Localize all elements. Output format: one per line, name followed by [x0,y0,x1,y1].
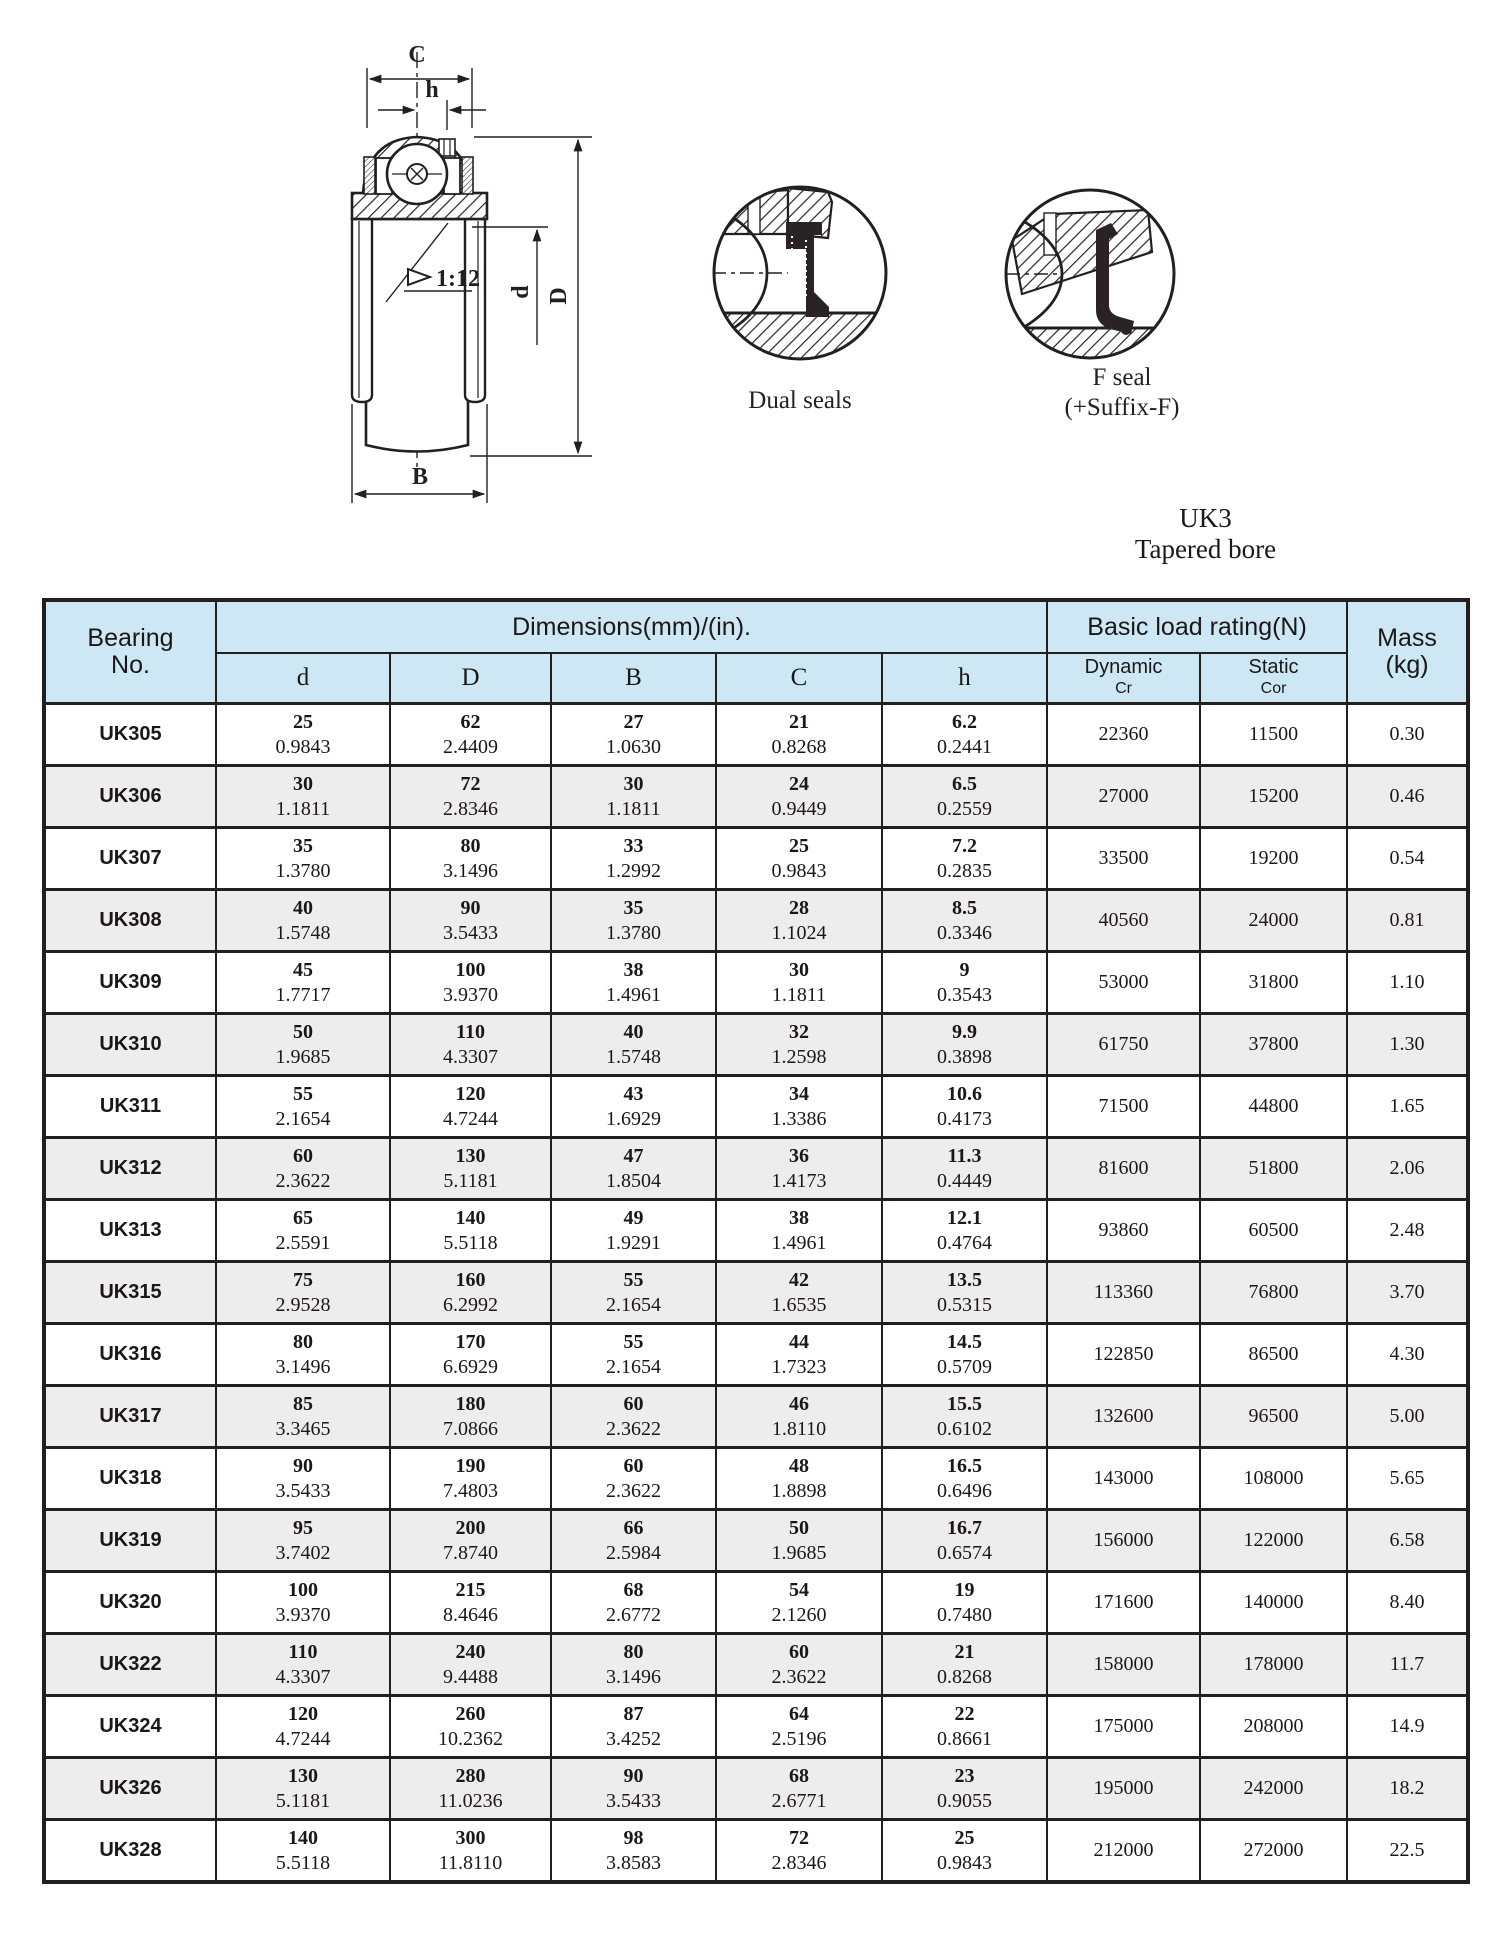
detail2-caption-line2: (+Suffix-F) [1064,394,1180,421]
col-header-B: B [551,653,716,704]
cell-dim-d: 95 3.7402 [216,1510,390,1572]
cell-dim-h: 16.5 0.6496 [882,1448,1047,1510]
cell-dim-h: 25 0.9843 [882,1820,1047,1883]
dim-label-C: C [408,42,426,68]
cell-dim-d: 120 4.7244 [216,1696,390,1758]
cell-dynamic-cr: 132600 [1047,1386,1200,1448]
cell-dim-B: 49 1.9291 [551,1200,716,1262]
cell-mass: 1.30 [1347,1014,1468,1076]
table-row [44,1758,1468,1820]
cell-bearing-no: UK328 [44,1820,216,1883]
cell-dim-C: 44 1.7323 [716,1324,882,1386]
col-header-bearing-no [44,600,216,704]
cell-dim-D: 130 5.1181 [390,1138,551,1200]
cell-dim-B: 68 2.6772 [551,1572,716,1634]
table-row [44,1076,1468,1138]
table-row [44,1820,1468,1883]
bearing-header-line1: Bearing [87,624,174,652]
cell-static-cor: 208000 [1200,1696,1347,1758]
cell-dim-B: 66 2.5984 [551,1510,716,1572]
cell-dim-d: 90 3.5433 [216,1448,390,1510]
cell-dim-d: 35 1.3780 [216,828,390,890]
cell-bearing-no: UK313 [44,1200,216,1262]
cell-dim-D: 260 10.2362 [390,1696,551,1758]
cell-mass: 11.7 [1347,1634,1468,1696]
table-row [44,1014,1468,1076]
cell-dim-d: 45 1.7717 [216,952,390,1014]
table-row [44,1324,1468,1386]
cell-dim-C: 48 1.8898 [716,1448,882,1510]
cell-dim-d: 60 2.3622 [216,1138,390,1200]
cell-dim-d: 85 3.3465 [216,1386,390,1448]
cell-dim-h: 14.5 0.5709 [882,1324,1047,1386]
cell-dim-h: 9.9 0.3898 [882,1014,1047,1076]
detail1-caption: Dual seals [748,387,852,414]
col-header-dynamic-cr [1047,653,1200,704]
cell-dim-h: 13.5 0.5315 [882,1262,1047,1324]
col-header-load-rating: Basic load rating(N) [1047,600,1347,653]
cell-bearing-no: UK310 [44,1014,216,1076]
detail-f-seal [1006,190,1176,378]
table-row [44,1634,1468,1696]
cell-dim-d: 130 5.1181 [216,1758,390,1820]
table-row [44,1262,1468,1324]
cell-dim-D: 100 3.9370 [390,952,551,1014]
cell-bearing-no: UK308 [44,890,216,952]
col-header-dimensions: Dimensions(mm)/(in). [216,600,1047,653]
cell-bearing-no: UK316 [44,1324,216,1386]
cell-dim-h: 7.2 0.2835 [882,828,1047,890]
cell-dynamic-cr: 71500 [1047,1076,1200,1138]
cell-dynamic-cr: 122850 [1047,1324,1200,1386]
cell-mass: 1.10 [1347,952,1468,1014]
dynamic-sub-label: Cr [1115,680,1132,697]
main-view [352,52,487,478]
seal-strip-right [462,157,473,194]
cell-static-cor: 60500 [1200,1200,1347,1262]
cell-mass: 8.40 [1347,1572,1468,1634]
cell-dynamic-cr: 195000 [1047,1758,1200,1820]
cell-static-cor: 24000 [1200,890,1347,952]
cell-dim-d: 140 5.5118 [216,1820,390,1883]
dim-label-d: d [508,285,534,299]
cell-bearing-no: UK315 [44,1262,216,1324]
dim-label-B: B [411,464,429,490]
cell-bearing-no: UK311 [44,1076,216,1138]
cell-dim-D: 200 7.8740 [390,1510,551,1572]
cell-dynamic-cr: 61750 [1047,1014,1200,1076]
cell-static-cor: 11500 [1200,704,1347,766]
cell-dim-C: 32 1.2598 [716,1014,882,1076]
table-row [44,704,1468,766]
cell-dim-C: 34 1.3386 [716,1076,882,1138]
cell-static-cor: 76800 [1200,1262,1347,1324]
cell-dim-h: 9 0.3543 [882,952,1047,1014]
cell-dim-h: 16.7 0.6574 [882,1510,1047,1572]
cell-mass: 4.30 [1347,1324,1468,1386]
cell-dim-C: 72 2.8346 [716,1820,882,1883]
cell-mass: 0.30 [1347,704,1468,766]
cell-static-cor: 122000 [1200,1510,1347,1572]
cell-dim-B: 30 1.1811 [551,766,716,828]
cell-dim-C: 28 1.1024 [716,890,882,952]
cell-dim-d: 40 1.5748 [216,890,390,952]
cell-dim-C: 54 2.1260 [716,1572,882,1634]
cell-dim-d: 55 2.1654 [216,1076,390,1138]
sleeve-cylinder [366,219,468,452]
cell-dim-D: 90 3.5433 [390,890,551,952]
cell-bearing-no: UK305 [44,704,216,766]
cell-bearing-no: UK319 [44,1510,216,1572]
static-sub-label: Cor [1260,680,1287,697]
cell-dim-d: 30 1.1811 [216,766,390,828]
cell-dim-D: 300 11.8110 [390,1820,551,1883]
cell-dynamic-cr: 212000 [1047,1820,1200,1883]
cell-dim-C: 64 2.5196 [716,1696,882,1758]
cell-dim-C: 24 0.9449 [716,766,882,828]
cell-dynamic-cr: 81600 [1047,1138,1200,1200]
detail2-caption-line1: F seal [1092,364,1152,391]
cell-bearing-no: UK320 [44,1572,216,1634]
table-body [44,704,1468,1883]
cell-dim-d: 75 2.9528 [216,1262,390,1324]
cell-dim-D: 240 9.4488 [390,1634,551,1696]
mass-header-line1: Mass [1377,624,1437,652]
cell-dim-d: 25 0.9843 [216,704,390,766]
mass-header-line2: (kg) [1385,651,1429,679]
cell-dim-C: 36 1.4173 [716,1138,882,1200]
cell-dim-C: 50 1.9685 [716,1510,882,1572]
cell-dim-d: 50 1.9685 [216,1014,390,1076]
table-row [44,1572,1468,1634]
table-row [44,828,1468,890]
cell-bearing-no: UK326 [44,1758,216,1820]
cell-dynamic-cr: 175000 [1047,1696,1200,1758]
cell-dynamic-cr: 93860 [1047,1200,1200,1262]
cell-dim-h: 11.3 0.4449 [882,1138,1047,1200]
cell-dim-h: 21 0.8268 [882,1634,1047,1696]
cell-mass: 0.46 [1347,766,1468,828]
cell-dim-D: 62 2.4409 [390,704,551,766]
cell-dim-C: 46 1.8110 [716,1386,882,1448]
cell-dim-D: 190 7.4803 [390,1448,551,1510]
cell-dim-C: 30 1.1811 [716,952,882,1014]
cell-static-cor: 272000 [1200,1820,1347,1883]
cell-dynamic-cr: 33500 [1047,828,1200,890]
cell-dim-D: 160 6.2992 [390,1262,551,1324]
cell-dim-h: 23 0.9055 [882,1758,1047,1820]
cell-mass: 14.9 [1347,1696,1468,1758]
cell-dim-B: 87 3.4252 [551,1696,716,1758]
cell-mass: 22.5 [1347,1820,1468,1883]
cell-dim-D: 120 4.7244 [390,1076,551,1138]
cell-static-cor: 31800 [1200,952,1347,1014]
cell-mass: 6.58 [1347,1510,1468,1572]
cell-dynamic-cr: 158000 [1047,1634,1200,1696]
cell-dim-D: 280 11.0236 [390,1758,551,1820]
cell-bearing-no: UK307 [44,828,216,890]
cell-dim-B: 90 3.5433 [551,1758,716,1820]
series-subtitle: Tapered bore [1134,534,1277,564]
table-row [44,952,1468,1014]
table-row [44,1138,1468,1200]
cell-mass: 18.2 [1347,1758,1468,1820]
col-header-h: h [882,653,1047,704]
sleeve-wall-right [465,219,485,402]
cell-dim-B: 47 1.8504 [551,1138,716,1200]
dim-label-D: D [546,287,572,305]
cell-bearing-no: UK318 [44,1448,216,1510]
col-header-D: D [390,653,551,704]
cell-dim-d: 100 3.9370 [216,1572,390,1634]
cell-static-cor: 44800 [1200,1076,1347,1138]
table-row [44,1386,1468,1448]
cell-static-cor: 15200 [1200,766,1347,828]
cell-static-cor: 37800 [1200,1014,1347,1076]
cell-dim-D: 170 6.6929 [390,1324,551,1386]
cell-dim-h: 12.1 0.4764 [882,1200,1047,1262]
cell-mass: 3.70 [1347,1262,1468,1324]
cell-static-cor: 140000 [1200,1572,1347,1634]
cell-dim-B: 43 1.6929 [551,1076,716,1138]
taper-label: 1:12 [436,266,480,292]
cell-dim-D: 180 7.0866 [390,1386,551,1448]
cell-dim-B: 38 1.4961 [551,952,716,1014]
cell-dim-h: 10.6 0.4173 [882,1076,1047,1138]
cell-dim-C: 38 1.4961 [716,1200,882,1262]
cell-mass: 0.81 [1347,890,1468,952]
cell-static-cor: 108000 [1200,1448,1347,1510]
cell-bearing-no: UK306 [44,766,216,828]
cell-bearing-no: UK309 [44,952,216,1014]
cell-mass: 5.65 [1347,1448,1468,1510]
cell-dynamic-cr: 113360 [1047,1262,1200,1324]
cell-dynamic-cr: 143000 [1047,1448,1200,1510]
cell-dim-B: 35 1.3780 [551,890,716,952]
cell-mass: 2.48 [1347,1200,1468,1262]
table-row [44,890,1468,952]
cell-dim-h: 19 0.7480 [882,1572,1047,1634]
table-row [44,766,1468,828]
cell-static-cor: 96500 [1200,1386,1347,1448]
cell-dim-B: 40 1.5748 [551,1014,716,1076]
cell-dim-B: 33 1.2992 [551,828,716,890]
col-header-C: C [716,653,882,704]
cell-dynamic-cr: 22360 [1047,704,1200,766]
series-title [1093,503,1318,565]
cell-dim-C: 21 0.8268 [716,704,882,766]
cell-static-cor: 86500 [1200,1324,1347,1386]
cell-dim-C: 25 0.9843 [716,828,882,890]
col-header-mass [1347,600,1468,704]
cell-dim-B: 60 2.3622 [551,1448,716,1510]
cell-dim-d: 80 3.1496 [216,1324,390,1386]
cell-dim-h: 6.2 0.2441 [882,704,1047,766]
series-name: UK3 [1179,503,1232,533]
cell-dynamic-cr: 53000 [1047,952,1200,1014]
dynamic-label: Dynamic [1084,656,1163,678]
cell-dim-d: 110 4.3307 [216,1634,390,1696]
cell-dim-B: 27 1.0630 [551,704,716,766]
cell-bearing-no: UK324 [44,1696,216,1758]
bearing-header-line2: No. [111,651,150,679]
cell-dim-d: 65 2.5591 [216,1200,390,1262]
cell-static-cor: 242000 [1200,1758,1347,1820]
cell-mass: 2.06 [1347,1138,1468,1200]
cell-dim-h: 22 0.8661 [882,1696,1047,1758]
table-row [44,1696,1468,1758]
cell-dim-C: 60 2.3622 [716,1634,882,1696]
cell-bearing-no: UK317 [44,1386,216,1448]
cell-dynamic-cr: 156000 [1047,1510,1200,1572]
col-header-d: d [216,653,390,704]
cell-bearing-no: UK312 [44,1138,216,1200]
cell-dim-B: 55 2.1654 [551,1262,716,1324]
cell-dim-D: 215 8.4646 [390,1572,551,1634]
cell-dynamic-cr: 171600 [1047,1572,1200,1634]
cell-mass: 1.65 [1347,1076,1468,1138]
cell-dynamic-cr: 27000 [1047,766,1200,828]
cell-dim-h: 6.5 0.2559 [882,766,1047,828]
table-row [44,1510,1468,1572]
cell-mass: 0.54 [1347,828,1468,890]
cell-mass: 5.00 [1347,1386,1468,1448]
seal-strip-left [364,157,375,194]
cell-dim-h: 15.5 0.6102 [882,1386,1047,1448]
cell-dim-C: 42 1.6535 [716,1262,882,1324]
cell-static-cor: 51800 [1200,1138,1347,1200]
cell-dim-B: 55 2.1654 [551,1324,716,1386]
cell-dim-C: 68 2.6771 [716,1758,882,1820]
cell-dim-h: 8.5 0.3346 [882,890,1047,952]
cell-dynamic-cr: 40560 [1047,890,1200,952]
static-label: Static [1248,656,1299,678]
cell-dim-B: 98 3.8583 [551,1820,716,1883]
cell-dim-D: 80 3.1496 [390,828,551,890]
cell-dim-D: 140 5.5118 [390,1200,551,1262]
detail-dual-seals [710,187,890,365]
cell-bearing-no: UK322 [44,1634,216,1696]
bearing-spec-table [42,598,1470,1884]
col-header-static-cor [1200,653,1347,704]
cell-dim-B: 80 3.1496 [551,1634,716,1696]
table-row [44,1200,1468,1262]
cell-dim-B: 60 2.3622 [551,1386,716,1448]
dim-label-h: h [425,77,439,103]
sleeve-wall-left [352,219,372,402]
cell-dim-D: 72 2.8346 [390,766,551,828]
cell-static-cor: 178000 [1200,1634,1347,1696]
cell-static-cor: 19200 [1200,828,1347,890]
table-row [44,1448,1468,1510]
cell-dim-D: 110 4.3307 [390,1014,551,1076]
